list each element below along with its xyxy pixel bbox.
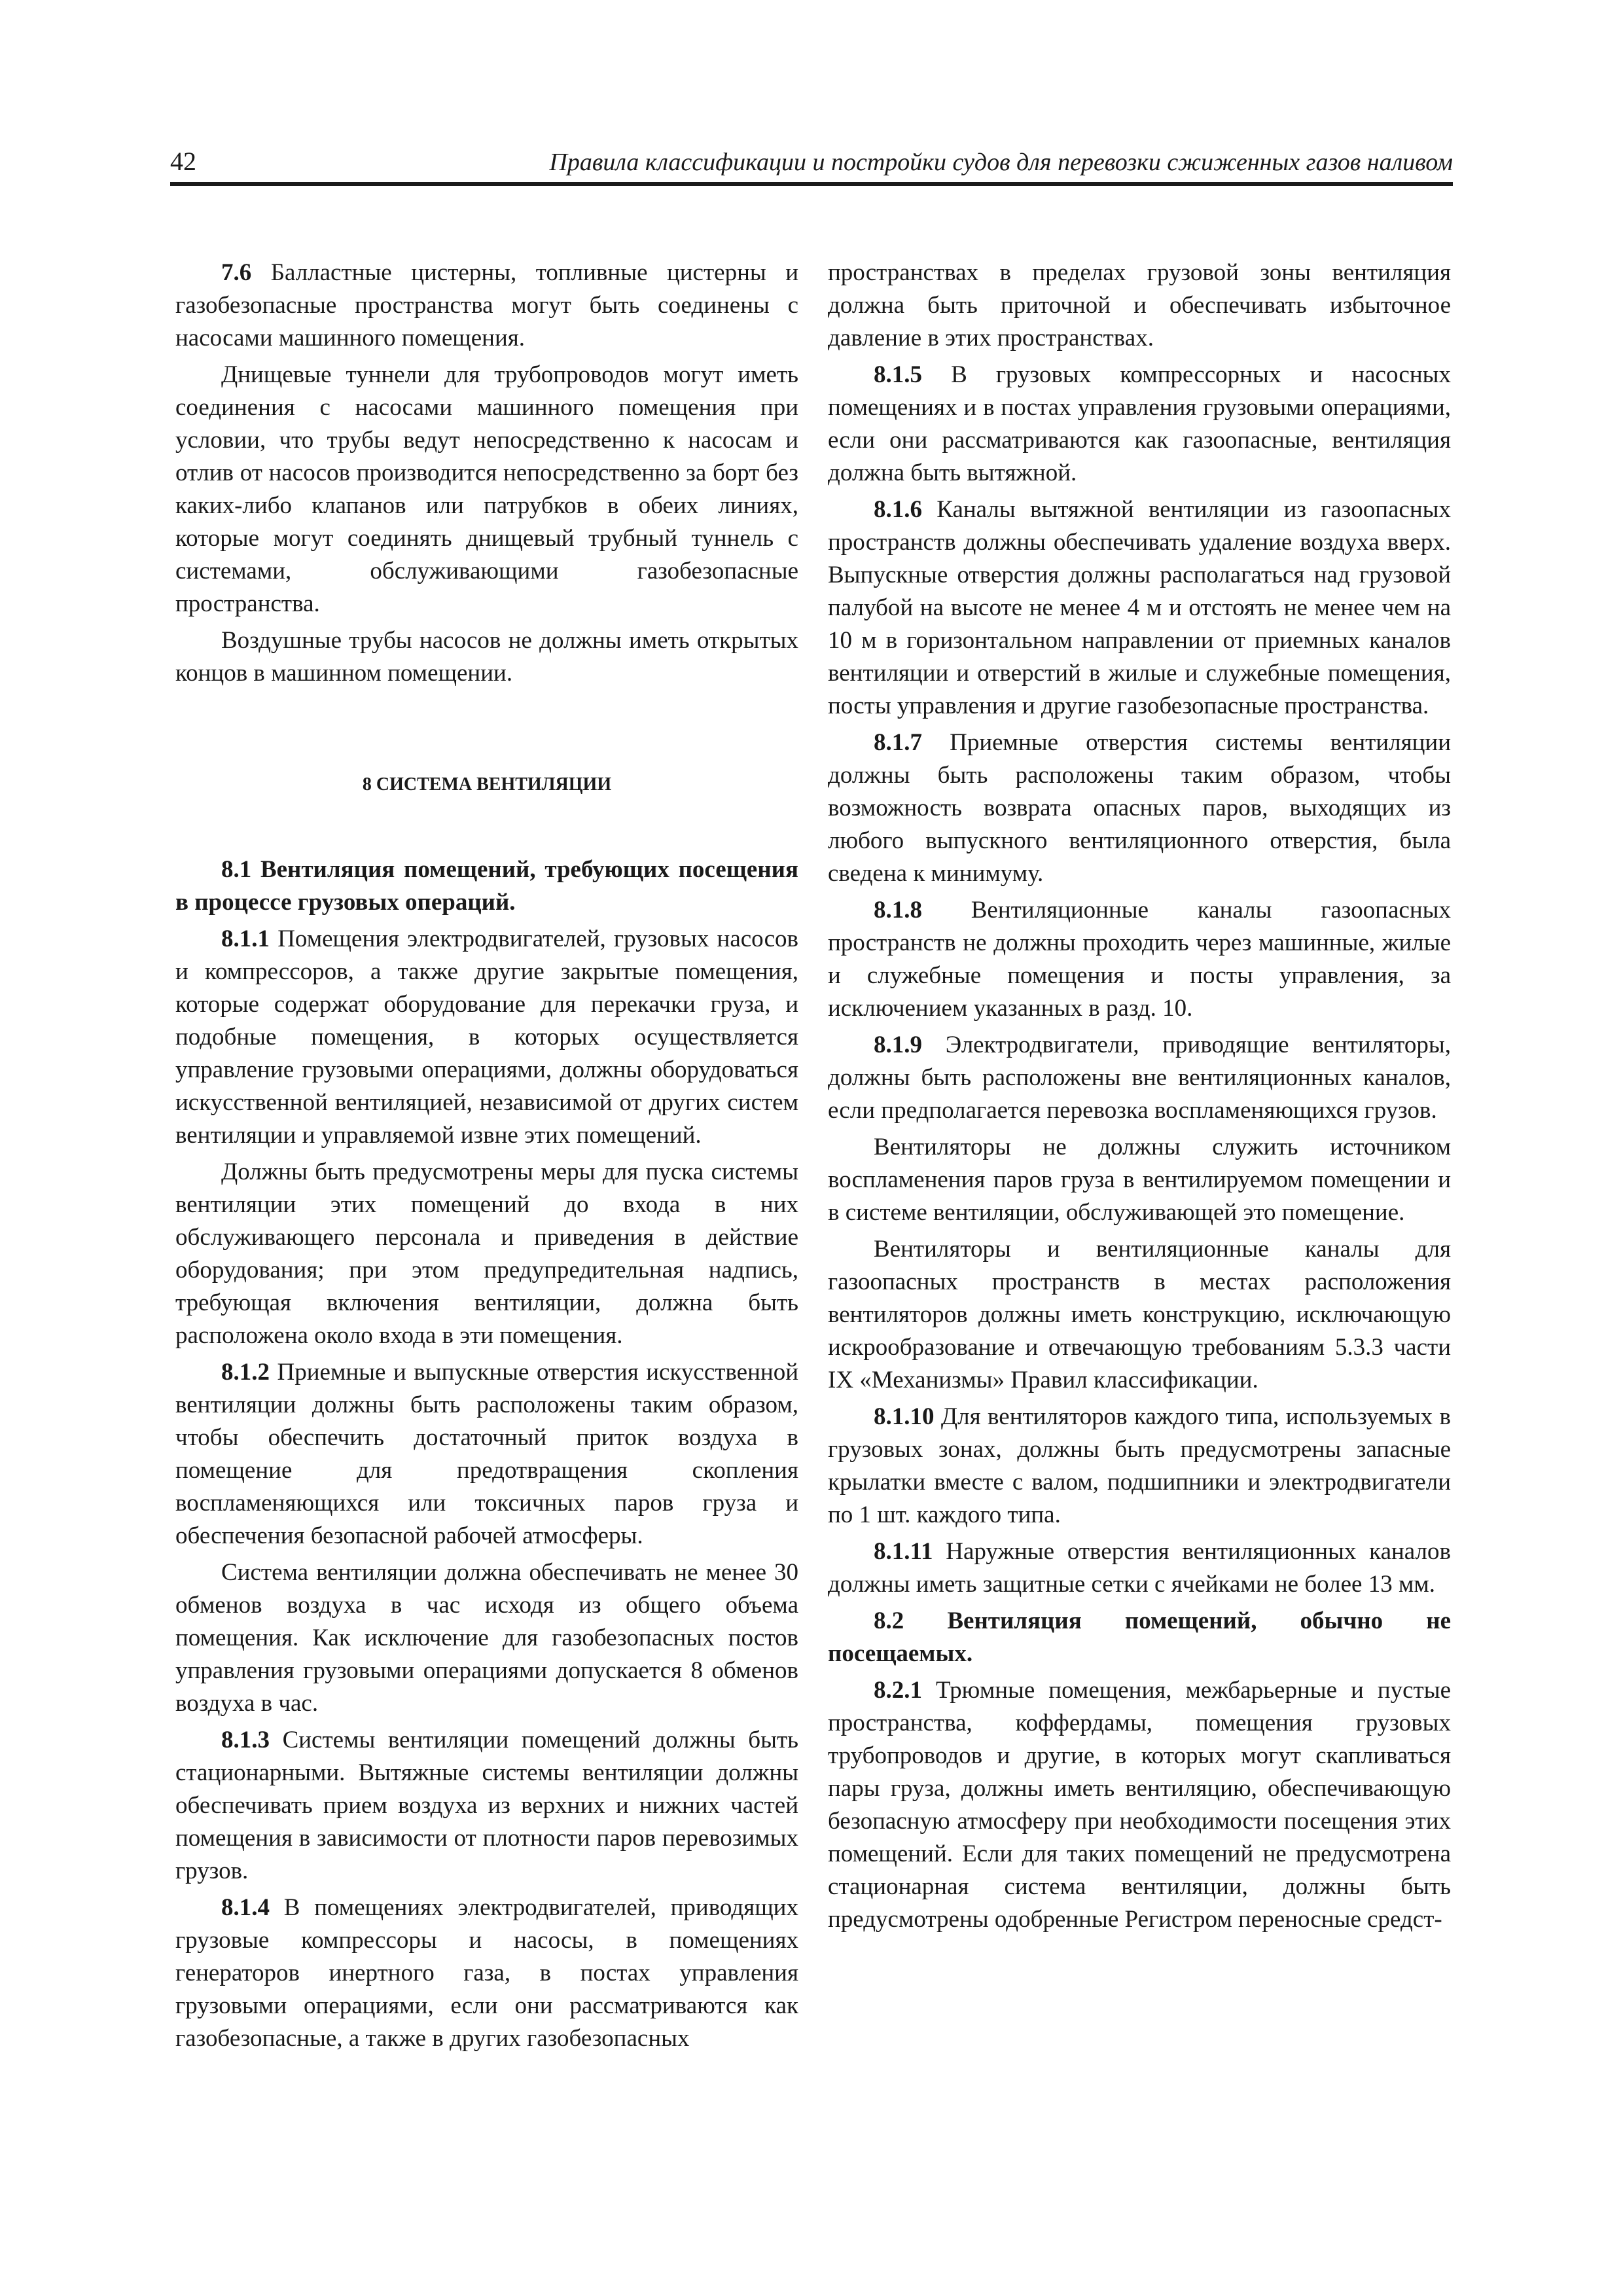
clause-text: Наружные отверстия вентиляционных каналов должны иметь защитные сетки с ячейками не более 13 мм.	[828, 1538, 1451, 1598]
right-column	[828, 257, 1451, 1940]
clause-text: Приемные и выпускные отверстия искусственной вентиляции должны быть расположены таким образом, чтобы обеспечить достаточный приток воздуха в помещение для предотвращения скопления воспламеняющихся или токсичных паров груза и обеспечения безопасной рабочей атмосферы.	[175, 1359, 798, 1549]
clause-number: 8.1.2	[221, 1359, 270, 1386]
clause-text: пространствах в пределах грузовой зоны вентиляция должна быть приточной и обеспечивать избыточное давление в этих пространствах.	[828, 259, 1451, 351]
paragraph	[175, 257, 798, 355]
paragraph	[828, 1233, 1451, 1397]
clause-text: Должны быть предусмотрены меры для пуска системы вентиляции этих помещений до входа в них обслуживающего персонала и приведения в действие оборудования; при этом предупредительная надпись, требующая включения вентиляции, должна быть расположена около входа в эти помещения.	[175, 1158, 798, 1349]
clause-text: Днищевые туннели для трубопроводов могут иметь соединения с насосами машинного помещения при условии, что трубы ведут непосредственно к насосам и отлив от насосов производится непосредственно за борт без каких-либо клапанов или патрубков в обеих линиях, которые могут соединять днищевый трубный туннель с системами, обслуживающими газобезопасные пространства.	[175, 361, 798, 617]
clause-number: 8.1.8	[874, 897, 922, 924]
clause-number: 8.2.1	[874, 1677, 922, 1704]
subsection-heading	[828, 1605, 1451, 1670]
clause-text: В грузовых компрессорных и насосных помещениях и в постах управления грузовыми операциями, если они рассматриваются как газоопасные, вентиляция должна быть вытяжной.	[828, 361, 1451, 486]
paragraph	[828, 1029, 1451, 1127]
running-title: Правила классификации и постройки судов для перевозки сжиженных газов наливом	[549, 149, 1453, 176]
clause-text: Для вентиляторов каждого типа, используемых в грузовых зонах, должны быть предусмотрены запасные крылатки вместе с валом, подшипники и электродвигатели по 1 шт. каждого типа.	[828, 1403, 1451, 1528]
clause-number: 8.1.5	[874, 361, 922, 388]
clause-number: 8.1.7	[874, 729, 922, 756]
paragraph	[175, 1156, 798, 1352]
paragraph	[828, 1535, 1451, 1601]
paragraph	[828, 1674, 1451, 1936]
clause-text: Электродвигатели, приводящие вентиляторы, должны быть расположены вне вентиляционных каналов, если предполагается перевозка воспламеняющихся грузов.	[828, 1031, 1451, 1124]
clause-text: Вентиляторы не должны служить источником воспламенения паров груза в вентилируемом помещении и в системе вентиляции, обслуживающей это помещение.	[828, 1134, 1451, 1226]
paragraph	[828, 1401, 1451, 1532]
clause-number: 8.2	[874, 1607, 904, 1634]
clause-text: Системы вентиляции помещений должны быть стационарными. Вытяжные системы вентиляции должны обеспечивать прием воздуха из верхних и нижних частей помещения в зависимости от плотности паров перевозимых грузов.	[175, 1727, 798, 1884]
clause-number: 8.1.3	[221, 1727, 270, 1753]
subsection-heading	[175, 853, 798, 919]
clause-text: Балластные цистерны, топливные цистерны и газобезопасные пространства могут быть соединены с насосами машинного помещения.	[175, 259, 798, 351]
paragraph	[175, 359, 798, 620]
paragraph	[828, 493, 1451, 723]
clause-number: 8.1	[221, 856, 252, 883]
paragraph	[175, 1556, 798, 1720]
section-title: 8 СИСТЕМА ВЕНТИЛЯЦИИ	[362, 774, 612, 795]
paragraph	[175, 923, 798, 1152]
clause-text: Система вентиляции должна обеспечивать не менее 30 обменов воздуха в час исходя из общего объема помещения. Как исключение для газобезопасных постов управления грузовыми операциями допускается 8 обменов воздуха в час.	[175, 1559, 798, 1717]
clause-text: Вентиляция помещений, обычно не посещаемых.	[828, 1607, 1451, 1667]
clause-number: 7.6	[221, 259, 252, 286]
left-column	[175, 257, 798, 2059]
clause-text: В помещениях электродвигателей, приводящих грузовые компрессоры и насосы, в помещениях генераторов инертного газа, в постах управления грузовыми операциями, если они рассматриваются как газобезопасные, а также в других газобезопасных	[175, 1894, 798, 2052]
paragraph	[175, 1724, 798, 1888]
paragraph	[175, 1892, 798, 2055]
clause-number: 8.1.1	[221, 925, 270, 952]
paragraph	[175, 1356, 798, 1552]
paragraph	[828, 1131, 1451, 1229]
clause-text: Помещения электродвигателей, грузовых насосов и компрессоров, а также другие закрытые помещения, которые содержат оборудование для перекачки груза, и подобные помещения, в которых осуществляется управление грузовыми операциями, должны оборудоваться искусственной вентиляцией, независимой от других систем вентиляции и управляемой извне этих помещений.	[175, 925, 798, 1149]
paragraph	[828, 359, 1451, 490]
clause-text: Приемные отверстия системы вентиляции должны быть расположены таким образом, чтобы возможность возврата опасных паров, выходящих из любого выпускного вентиляционного отверстия, была сведена к минимуму.	[828, 729, 1451, 887]
clause-number: 8.1.10	[874, 1403, 935, 1430]
paragraph	[175, 624, 798, 690]
clause-number: 8.1.11	[874, 1538, 933, 1565]
paragraph	[828, 894, 1451, 1025]
clause-text: Трюмные помещения, межбарьерные и пустые пространства, коффердамы, помещения грузовых трубопроводов и другие, в которых могут скапливаться пары груза, должны иметь вентиляцию, обеспечивающую безопасную атмосферу при необходимости посещения этих помещений. Если для таких помещений не предусмотрена стационарная система вентиляции, должны быть предусмотрены одобренные Регистром переносные средст-	[828, 1677, 1451, 1933]
clause-text: Вентиляционные каналы газоопасных пространств не должны проходить через машинные, жилые и служебные помещения и посты управления, за исключением указанных в разд. 10.	[828, 897, 1451, 1022]
clause-number: 8.1.4	[221, 1894, 270, 1921]
clause-text: Вентиляторы и вентиляционные каналы для газоопасных пространств в местах расположения вентиляторов должны иметь конструкцию, исключающую искрообразование и отвечающую требованиям 5.3.3 части IX «Механизмы» Правил классификации.	[828, 1236, 1451, 1393]
page-header	[170, 143, 1453, 186]
clause-text: Вентиляция помещений, требующих посещения в процессе грузовых операций.	[175, 856, 798, 916]
paragraph	[828, 726, 1451, 890]
paragraph	[828, 257, 1451, 355]
clause-number: 8.1.6	[874, 496, 922, 523]
clause-text: Каналы вытяжной вентиляции из газоопасных пространств должны обеспечивать удаление воздуха вверх. Выпускные отверстия должны располагаться над грузовой палубой на высоте не менее 4 м и отстоять не менее чем на 10 м в горизонтальном направлении от приемных каналов вентиляции и отверстий в жилые и служебные помещения, посты управления и другие газобезопасные пространства.	[828, 496, 1451, 719]
clause-text: Воздушные трубы насосов не должны иметь открытых концов в машинном помещении.	[175, 627, 798, 687]
page-number: 42	[170, 147, 196, 176]
clause-number: 8.1.9	[874, 1031, 922, 1058]
